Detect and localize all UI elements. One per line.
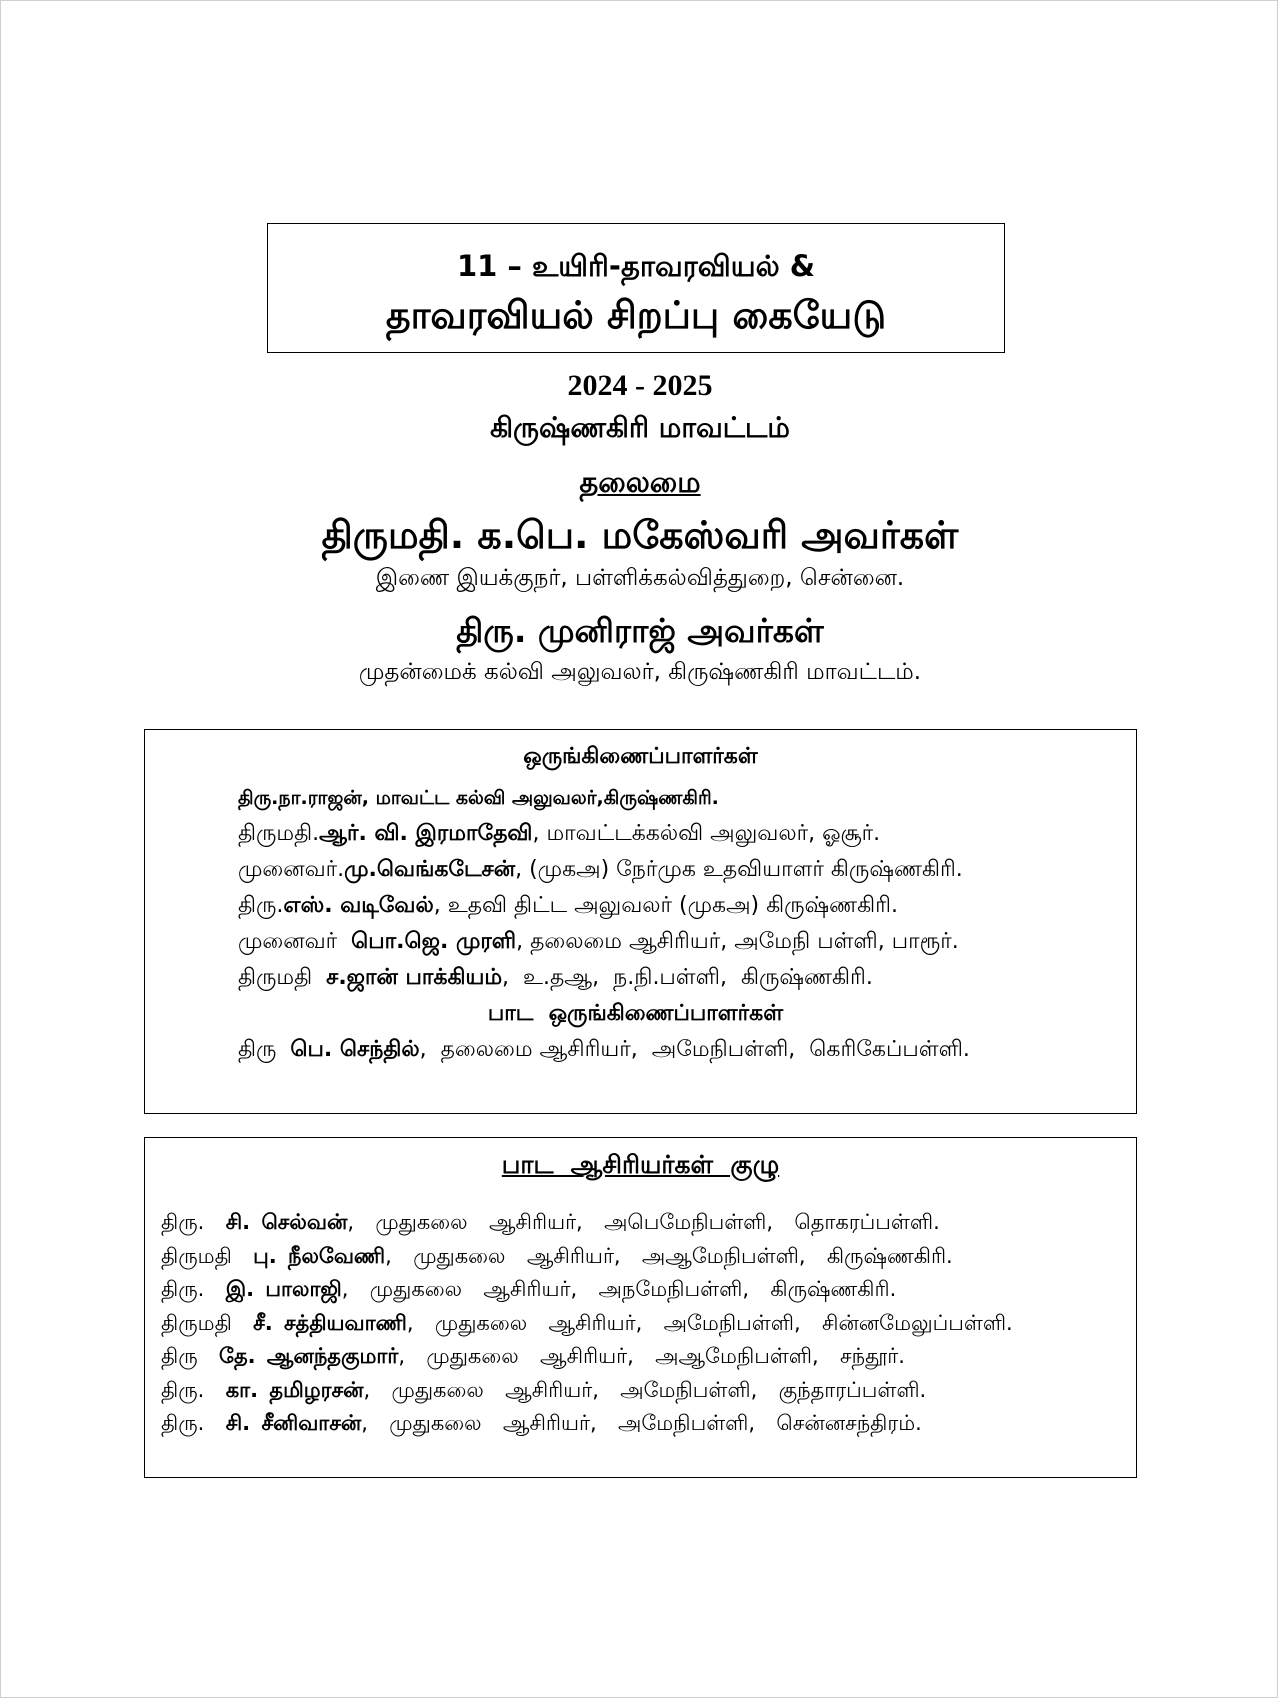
coordinator-row bbox=[238, 960, 1126, 996]
teacher-details: , முதுகலை ஆசிரியர், அநமேநிபள்ளி, கிருஷ்ணகிரி. bbox=[341, 1277, 897, 1301]
teacher-prefix: திரு. bbox=[161, 1377, 226, 1402]
title-line-1: 11 – உயிரி-தாவரவியல் & bbox=[456, 249, 816, 283]
teacher-details: , முதுகலை ஆசிரியர், அஆமேநிபள்ளி, கிருஷ்ணகிரி. bbox=[385, 1243, 953, 1268]
academic-years: 2024 - 2025 bbox=[567, 369, 713, 402]
coordinator-details: , (முகஅ) நேர்முக உதவியாளர் கிருஷ்ணகிரி. bbox=[515, 857, 963, 882]
teacher-details: , முதுகலை ஆசிரியர், அபெமேநிபள்ளி, தொகரப்பள்ளி. bbox=[347, 1210, 940, 1234]
teachers-list bbox=[161, 1206, 1126, 1441]
teacher-name: சி. செல்வன் bbox=[225, 1210, 348, 1234]
teacher-prefix: திரு bbox=[161, 1344, 220, 1368]
chief-1-role: இணை இயக்குநர், பள்ளிக்கல்வித்துறை, சென்னை. bbox=[375, 565, 905, 591]
coordinator-name: பொ.ஜெ. முரளி bbox=[351, 929, 517, 954]
coordinators-heading: ஒருங்கிணைப்பாளர்கள் bbox=[523, 744, 758, 769]
coordinator-name: ச.ஜான் பாக்கியம் bbox=[326, 965, 503, 990]
teacher-name: சி. சீனிவாசன் bbox=[225, 1411, 362, 1435]
teacher-row bbox=[161, 1374, 1126, 1408]
coordinator-details: , தலைமை ஆசிரியர், அமேநிபள்ளி, கெரிகேப்பள்ளி. bbox=[419, 1037, 970, 1062]
teacher-row bbox=[161, 1240, 1126, 1274]
teacher-name: பு. நீலவேணி bbox=[253, 1243, 386, 1268]
coordinators-box bbox=[144, 729, 1137, 1114]
coordinator-prefix: திருமதி. bbox=[238, 821, 320, 846]
teacher-row bbox=[161, 1340, 1126, 1374]
coordinator-prefix: திரு bbox=[238, 1037, 291, 1062]
chief-2-name: திரு. முனிராஜ் அவர்கள் bbox=[456, 611, 824, 650]
teacher-prefix: திருமதி bbox=[161, 1243, 254, 1268]
title-box bbox=[267, 223, 1005, 353]
teacher-details: , முதுகலை ஆசிரியர், அமேநிபள்ளி, சென்னசந்திரம். bbox=[361, 1411, 922, 1435]
coordinator-prefix: முனைவர். bbox=[238, 857, 345, 882]
teacher-details: , முதுகலை ஆசிரியர், அமேநிபள்ளி, சின்னமேலுப்பள்ளி. bbox=[406, 1310, 1013, 1335]
coordinator-name: ஆர். வி. இரமாதேவி bbox=[319, 821, 533, 846]
subject-coordinator-row bbox=[238, 1032, 1126, 1068]
coordinator-details: , உ.தஆ, ந.நி.பள்ளி, கிருஷ்ணகிரி. bbox=[502, 965, 873, 990]
coordinator-row-lead: திரு.நா.ராஜன், மாவட்ட கல்வி அலுவலர்,கிருஷ்ணகிரி. bbox=[238, 787, 719, 809]
teacher-prefix: திரு. bbox=[161, 1411, 226, 1435]
chief-2-role: முதன்மைக் கல்வி அலுவலர், கிருஷ்ணகிரி மாவட்டம். bbox=[358, 659, 922, 685]
teacher-row bbox=[161, 1307, 1126, 1341]
teacher-prefix: திருமதி bbox=[161, 1310, 254, 1335]
coordinator-details: , தலைமை ஆசிரியர், அமேநி பள்ளி, பாரூர். bbox=[516, 929, 959, 954]
coordinator-prefix: முனைவர் bbox=[238, 929, 352, 954]
coordinators-list bbox=[238, 780, 1126, 1068]
teacher-row bbox=[161, 1407, 1126, 1441]
coordinator-row bbox=[238, 888, 1126, 924]
coordinator-name: பெ. செந்தில் bbox=[290, 1037, 420, 1062]
coordinator-name: எஸ். வடிவேல் bbox=[283, 893, 434, 918]
coordinator-name: மு.வெங்கடேசன் bbox=[344, 857, 516, 882]
title-line-2: தாவரவியல் சிறப்பு கையேடு bbox=[385, 293, 887, 337]
teacher-name: சீ. சத்தியவாணி bbox=[253, 1310, 407, 1335]
coordinator-details: , மாவட்டக்கல்வி அலுவலர், ஓசூர். bbox=[532, 821, 881, 846]
teacher-name: இ. பாலாஜி bbox=[225, 1277, 342, 1301]
teacher-details: , முதுகலை ஆசிரியர், அஆமேநிபள்ளி, சந்தூர். bbox=[398, 1344, 905, 1368]
district-name: கிருஷ்ணகிரி மாவட்டம் bbox=[490, 411, 790, 444]
coordinator-row bbox=[238, 852, 1126, 888]
teachers-box bbox=[144, 1137, 1137, 1478]
coordinator-details: , உதவி திட்ட அலுவலர் (முகஅ) கிருஷ்ணகிரி. bbox=[433, 893, 898, 918]
leadership-heading: தலைமை bbox=[579, 465, 701, 499]
teachers-heading: பாட ஆசிரியர்கள் குழு bbox=[501, 1150, 780, 1179]
teacher-name: கா. தமிழரசன் bbox=[225, 1377, 364, 1402]
teacher-name: தே. ஆனந்தகுமார் bbox=[219, 1344, 399, 1368]
chief-1-name: திருமதி. க.பெ. மகேஸ்வரி அவர்கள் bbox=[321, 513, 959, 557]
teacher-row bbox=[161, 1273, 1126, 1307]
teacher-prefix: திரு. bbox=[161, 1277, 226, 1301]
subject-coordinators-heading: பாட ஒருங்கிணைப்பாளர்கள் bbox=[487, 1001, 784, 1026]
coordinator-prefix: திரு. bbox=[238, 893, 284, 918]
coordinator-row bbox=[238, 816, 1126, 852]
teacher-row bbox=[161, 1206, 1126, 1240]
teacher-details: , முதுகலை ஆசிரியர், அமேநிபள்ளி, குந்தாரப்பள்ளி. bbox=[363, 1377, 927, 1402]
teacher-prefix: திரு. bbox=[161, 1210, 226, 1234]
coordinator-row bbox=[238, 924, 1126, 960]
coordinator-prefix: திருமதி bbox=[238, 965, 327, 990]
